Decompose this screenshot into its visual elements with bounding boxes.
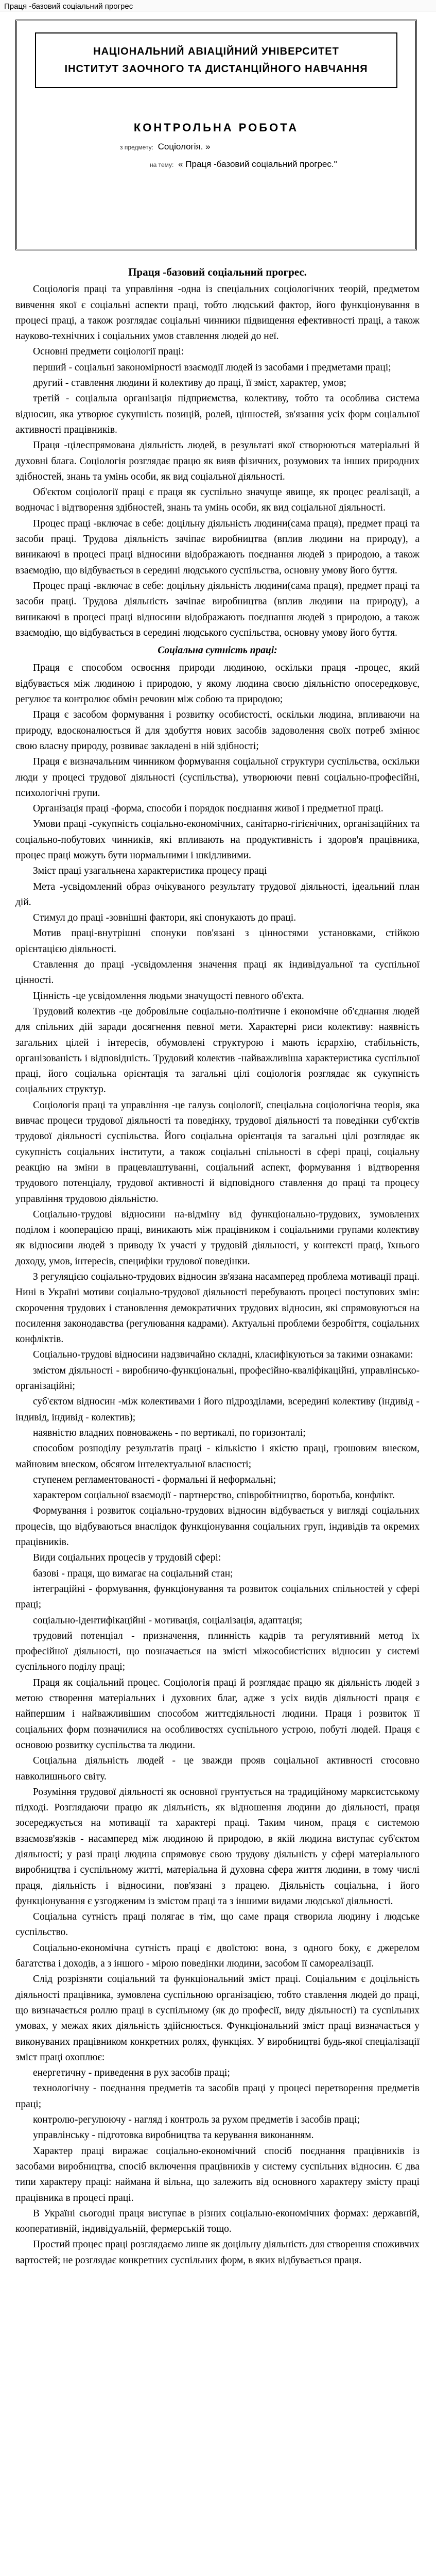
paragraph: Соціальна сутність праці полягає в тім, що саме праця створила людину і людське суспільство.: [15, 1911, 420, 1938]
list-item: енергетичну - приведення в рух засобів праці;: [33, 2067, 230, 2079]
list-item: базові - праця, що вимагає на соціальний стан;: [33, 1568, 233, 1579]
paragraph: Соціально-трудові відносини на-відміну від функціонально-трудових, зумовлених поділом і кооперацією праці, виникають між працівником і соціальними групами колективу як відносини людей з приводу їх участі у трудовій діяльності, у контексті праці, їхнього доходу, умов, інтересів, специфіки трудової поведінки.: [15, 1209, 420, 1267]
paragraph: Розуміння трудової діяльності як основної грунтується на традиційному марксистському підході. Розглядаючи працю як діяльність, як відношення людини до діяльності, праця зосереджується на мотивації та характері праці. Таким чином, праця є системою взаємозв'язків - насамперед між людиною й природою, в якій людина виступає суб'єктом діяльності; у разі праці людина спрямовує свою трудову діяльність у сфері матеріального виробництва і суспільному житті, матеріальна й духовна сфера життя людини, в тому числі праця, діяльність і відносини, пов'язані з працею. Діяльність соціальна, і його функціонування є узгодженим із змістом праці та з іншими видами людської діяльності.: [15, 1786, 420, 1907]
list-item: змістом діяльності - виробничо-функціональні, професійно-кваліфікаційні, управлінсько-організаційні;: [15, 1365, 420, 1392]
paragraph: Зміст праці узагальнена характеристика процесу праці: [33, 866, 267, 877]
paragraph: Соціологія праці та управління -це галузь соціології, спеціальна соціологічна теорія, яка вивчає процеси трудової діяльності та поведінку, трудової діяльності та поведінки суб'єктів трудової діяльності суспільства. Його соціальна орієнтація та загальні цілі розглядає як сукупність соціальних інститути, а також соціальні спільності в сфері праці, соціальну реакцію на зміни в працевлаштуванні, соціальний аспект, формування і відтворення трудового потенціалу, трудової активності й відповідного ставлення до праці та процесу управління трудовою діяльністю.: [15, 1099, 420, 1205]
paragraph: другий - ставлення людини й колективу до праці, її зміст, характер, умов;: [33, 378, 346, 389]
list-item: інтеграційні - формування, функціонування та розвиток соціальних спільностей у сфері праці;: [15, 1583, 420, 1611]
paragraph: Праця є способом освоєння природи людиною, оскільки праця -процес, який відбувається між людиною і природою, у якому людина своєю діяльністю опосередковує, регулює та контролює обмін речовин між собою та природою;: [15, 663, 420, 705]
paragraph: Формування і розвиток соціально-трудових відносин відбувається у вигляді соціальних процесів, що відбуваються внаслідок функціонування соціальних груп, індивідів та окремих працівників.: [15, 1505, 420, 1548]
list-item: характером соціальної взаємодії - партнерство, співробітництво, боротьба, конфлікт.: [33, 1490, 395, 1501]
list-item: контролю-регулюючу - нагляд і контроль за рухом предметів і засобів праці;: [33, 2114, 360, 2126]
paragraph: Праця є визначальним чинником формування соціальної структури суспільства, оскільки люди у процесі трудової діяльності (суспільства), утворюючи певні соціально-професійні, психологічні групи.: [15, 756, 420, 799]
paragraph: Види соціальних процесів у трудовій сфері:: [33, 1552, 221, 1564]
paragraph: Стимул до праці -зовнішні фактори, які спонукають до праці.: [33, 912, 297, 924]
paragraph: перший - соціальні закономірності взаємодії людей із засобами і предметами праці;: [33, 362, 391, 373]
paragraph: Характер праці виражає соціально-економічний спосіб поєднання працівників із засобами виробництва, спосіб включення працівників у систему суспільних відносин. Є два типи характеру праці: наймана й вільна, що залежить від основного характеру змісту праці працівника в процесі праці.: [15, 2145, 420, 2204]
university-block: [35, 32, 397, 88]
topic-line: [17, 159, 415, 170]
paragraph: Праця -цілеспрямована діяльність людей, в результаті якої створюються матеріальні й духовні блага. Соціологія розглядає працю як вияв фізичних, розумових та інших природних здібностей, знань та умінь особи, як вид соціальної діяльності.: [15, 440, 420, 482]
list-item: трудовий потенціал - призначення, плинність кадрів та регулятивний метод їх професійної діяльності, що позначається на змісті міжособистісних відносин у системі суспільного поділу праці;: [15, 1630, 420, 1673]
paragraph: Ставлення до праці -усвідомлення значення праці як індивідуальної та суспільної цінності.: [15, 959, 420, 986]
paragraph: Праця як соціальний процес. Соціологія праці й розглядає працю як діяльність людей з метою створення матеріальних і духовних благ, адже з усіх видів діяльності праця є найпершим і найважливішим способом життєдіяльності людини. Праця і розвиток її соціальних форм позначилися на особливостях суспільного устрою, побуті людей. Праця є основою розвитку суспільства та людини.: [15, 1677, 420, 1751]
subject-value: Соціологія. »: [158, 142, 211, 151]
list-item: управлінську - підготовка виробництва та керування виконанням.: [33, 2130, 314, 2141]
topic-prefix: на тему:: [150, 161, 174, 168]
page-header: [0, 0, 436, 11]
list-item: суб'єктом відносин -між колективами і його підрозділами, всередині колективу (індивід - індивід, індивід - колектив);: [15, 1396, 420, 1423]
title-page: [15, 20, 417, 250]
section-heading-social-essence: Соціальна сутність праці:: [158, 645, 277, 656]
paragraph: Об'єктом соціології праці є праця як суспільно значуще явище, як процес реалізації, а водночас і відтворення здібностей, знань та умінь особи, як вид соціальної діяльності.: [15, 487, 420, 514]
paragraph: Праця є засобом формування і розвитку особистості, оскільки людина, впливаючи на природу, вдосконалюється й для здобуття нових засобів задоволення своїх потреб змінює свою власну природу, розвиває закладені в ній здібності;: [15, 709, 420, 752]
paragraph: Процес праці -включає в себе: доцільну діяльність людини(сама праця), предмет праці та засоби праці. Трудова діяльність зачіпає виробництва (вплив людини на природу), а виникаючі в процесі праці відносини відображають поєднання людей з природою, а також взаємодію, що відбувається в середині людського суспільства, основну умову його буття.: [15, 518, 420, 576]
paragraph: Соціально-економічна сутність праці є двоїстою: вона, з одного боку, є джерелом багатства і доходів, а з іншого - мірою поведінки людини, засобом її самореалізації.: [15, 1942, 420, 1970]
main-content: [15, 260, 420, 2268]
list-item: ступенем регламентованості - формальні й неформальні;: [33, 1474, 276, 1485]
subject-prefix: з предмету:: [120, 144, 153, 151]
work-type-title: КОНТРОЛЬНА РОБОТА: [133, 121, 299, 134]
list-item: технологічну - поєднання предметів та засобів праці у процесі перетворення предметів праці;: [15, 2083, 420, 2110]
header-title: Праця -базовий соціальний прогрес: [4, 2, 133, 11]
paragraph: третій - соціальна організація підприємства, колективу, тобто та особлива система відносин, яка утворює сукупність позицій, ролей, цінностей, зв'язання усіх форм соціальної активності працівників.: [15, 393, 420, 435]
paragraph: Трудовий колектив -це добровільне соціально-політичне і економічне об'єднання людей для спільних дій заради досягнення певної мети. Характерні риси колективу: наявність загальних цілей і інтересів, обумовлені структурою і мають ієрархію, стабільність, організованість і відповідність. Трудовий колектив -найважливіша характеристика суспільної праці, його соціальна орієнтація та загальні цілі соціологія розглядає як сукупність соціальних структур.: [15, 1006, 420, 1095]
paragraph: Соціально-трудові відносини надзвичайно складні, класифікуються за такими ознаками:: [33, 1349, 413, 1361]
paragraph: Соціологія праці та управління -одна із спеціальних соціологічних теорій, предметом вивчення якої є соціальні аспекти праці, тобто людський фактор, його функціонування в процесі праці, а також розглядає соціальні чинники підвищення ефективності праці, а також науково-технічних і соціальних умов ставлення людей до неї.: [15, 284, 420, 342]
list-item: способом розподілу результатів праці - кількістю і якістю праці, грошовим внеском, майновим внеском, обсягом інтелектуальної власності;: [15, 1443, 420, 1470]
paragraph: Мотив праці-внутрішні спонуки пов'язані з цінностями установками, стійкою орієнтацією діяльності.: [15, 928, 420, 955]
topic-value: « Праця -базовий соціальний прогрес.": [178, 159, 337, 169]
paragraph: Організація праці -форма, способи і порядок поєднання живої і предметної праці.: [33, 803, 383, 815]
paragraph: Умови праці -сукупність соціально-економічних, санітарно-гігієнічних, організаційних та соціально-побутових чинників, які впливають на продуктивність і здоров'я працівника, процес праці можуть бути нормальними і шкідливими.: [15, 819, 420, 861]
list-item: наявністю владних повноважень - по вертикалі, по горизонталі;: [33, 1427, 306, 1438]
paragraph: Основні предмети соціології праці:: [33, 346, 184, 358]
paragraph: Соціальна діяльність людей - це зважди прояв соціальної активності стосовно навколишнього світу.: [15, 1755, 420, 1782]
university-name: НАЦІОНАЛЬНИЙ АВІАЦІЙНИЙ УНІВЕРСИТЕТ: [93, 46, 339, 57]
essay-title: Праця -базовий соціальний прогрес.: [128, 266, 307, 278]
paragraph: Слід розрізняти соціальний та функціональний зміст праці. Соціальним є доцільність діяльності працівника, зумовлена суспільною організацією, тобто ставлення людей до праці, що визначається роллю праці в суспільному (як до професії, виду діяльності) та суспільних умовах, у межах яких діяльність здійснюється. Функціональний зміст праці визначається у виконуваних працівником конкретних ролях, функціях. У виробництві будь-якої спеціалізації зміст праці охоплює:: [15, 1974, 420, 2063]
institute-name: ІНСТИТУТ ЗАОЧНОГО ТА ДИСТАНЦІЙНОГО НАВЧАННЯ: [64, 63, 368, 75]
paragraph: З регуляцією соціально-трудових відносин зв'язана насамперед проблема мотивації праці. Нині в Україні мотиви соціально-трудової діяльності перебувають процесі поступових змін: скорочення трудових і становлення демократичних трудових відносин, які спрямовуються на посилення законодавства (регулювання кадрами). Актуальні проблеми безробіття, соціальних конфліктів.: [15, 1272, 420, 1345]
paragraph: Процес праці -включає в себе: доцільну діяльність людини(сама праця), предмет праці та засоби праці. Трудова діяльність зачіпає виробництва (вплив людини на природу), а виникаючі в процесі праці відносини відображають поєднання людей з природою, а також взаємодію, що відбувається в середині людського суспільства, основну умову його буття.: [15, 580, 420, 638]
paragraph: Простий процес праці розглядаємо лише як доцільну діяльність для створення споживчих вартостей; не розглядає конкретних суспільних форм, в яких відбувається праця.: [15, 2239, 420, 2266]
subject-line: [17, 142, 415, 152]
paragraph: Мета -усвідомлений образ очікуваного результату трудової діяльності, ідеальний план дій.: [15, 881, 420, 908]
paragraph: В Україні сьогодні праця виступає в різних соціально-економічних формах: державній, кооперативній, індивідуальній, фермерській тощо.: [15, 2208, 420, 2235]
list-item: соціально-ідентифікаційні - мотивація, соціалізація, адаптація;: [33, 1615, 303, 1626]
paragraph: Цінність -це усвідомлення людьми значущості певного об'єкта.: [33, 990, 304, 1002]
